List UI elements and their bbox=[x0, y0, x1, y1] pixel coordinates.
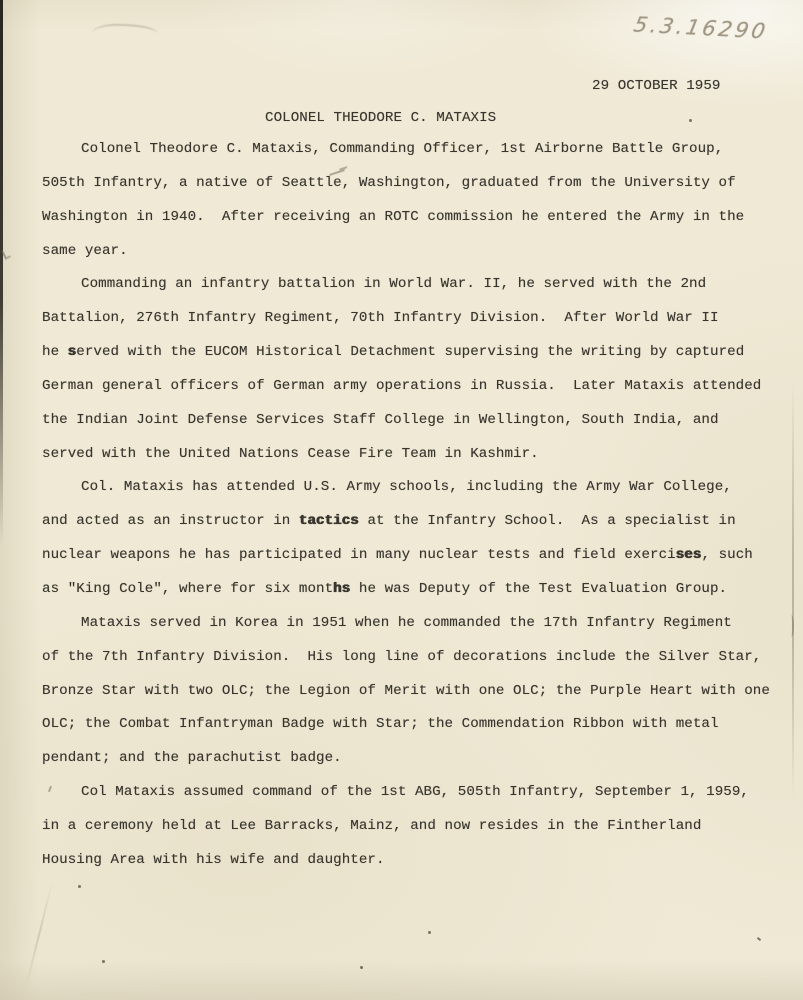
text-line: pendant; and the parachutist badge. bbox=[42, 750, 342, 767]
text-line: Housing Area with his wife and daughter. bbox=[42, 851, 385, 868]
paper-speck bbox=[102, 960, 105, 963]
paper-speck bbox=[689, 119, 692, 122]
text-line: German general officers of German army operations in Russia. Later Mataxis attended bbox=[42, 377, 762, 394]
text-line: Washington in 1940. After receiving an ROTC commission he entered the Army in the bbox=[42, 208, 745, 225]
text-line: Commanding an infantry battalion in World War. II, he served with the 2nd bbox=[81, 276, 707, 293]
text-line: 505th Infantry, a native of Seattle, Washington, graduated from the University of bbox=[42, 174, 736, 191]
text-line: same year. bbox=[42, 242, 128, 259]
paper-edge-right bbox=[792, 380, 794, 800]
text-line: Colonel Theodore C. Mataxis, Commanding Officer, 1st Airborne Battle Group, bbox=[81, 141, 724, 157]
text-line: Bronze Star with two OLC; the Legion of Merit with one OLC; the Purple Heart with one bbox=[42, 682, 770, 699]
handwritten-annotation: 5.3.16290 bbox=[631, 12, 771, 44]
paper-speck bbox=[428, 931, 431, 934]
paper-edge-nick bbox=[789, 615, 794, 637]
text-line: the Indian Joint Defense Services Staff College in Wellington, South India, and bbox=[42, 411, 719, 428]
document-date: 29 OCTOBER 1959 bbox=[592, 78, 721, 94]
paper-speck bbox=[78, 885, 81, 888]
document-title: COLONEL THEODORE C. MATAXIS bbox=[265, 110, 497, 126]
text-line: as "King Cole", where for six months he was Deputy of the Test Evaluation Group. bbox=[42, 580, 728, 597]
text-line: Mataxis served in Korea in 1951 when he commanded the 17th Infantry Regiment bbox=[81, 614, 732, 631]
paper-speck bbox=[757, 937, 761, 941]
text-line: nuclear weapons he has participated in many nuclear tests and field exercises, such bbox=[42, 547, 753, 564]
text-line: in a ceremony held at Lee Barracks, Mainz, and now resides in the Fintherland bbox=[42, 817, 702, 834]
text-line: of the 7th Infantry Division. His long line of decorations include the Silver Star, bbox=[42, 648, 762, 665]
text-line: Col Mataxis assumed command of the 1st ABG, 505th Infantry, September 1, 1959, bbox=[81, 784, 749, 801]
text-line: he served with the EUCOM Historical Detachment supervising the writing by captured bbox=[42, 344, 745, 361]
paper-speck bbox=[360, 966, 363, 969]
text-line: Col. Mataxis has attended U.S. Army schools, including the Army War College, bbox=[81, 479, 732, 496]
document-body bbox=[42, 133, 782, 878]
scan-edge-left bbox=[0, 0, 3, 545]
text-line: OLC; the Combat Infantryman Badge with Star; the Commendation Ribbon with metal bbox=[42, 716, 719, 733]
text-line: and acted as an instructor in tactics at the Infantry School. As a specialist in bbox=[42, 513, 736, 530]
paper-crease bbox=[25, 881, 54, 988]
text-line: Battalion, 276th Infantry Regiment, 70th Infantry Division. After World War II bbox=[42, 310, 719, 327]
text-line: served with the United Nations Cease Fire Team in Kashmir. bbox=[42, 445, 539, 462]
pencil-smudge bbox=[92, 22, 159, 39]
